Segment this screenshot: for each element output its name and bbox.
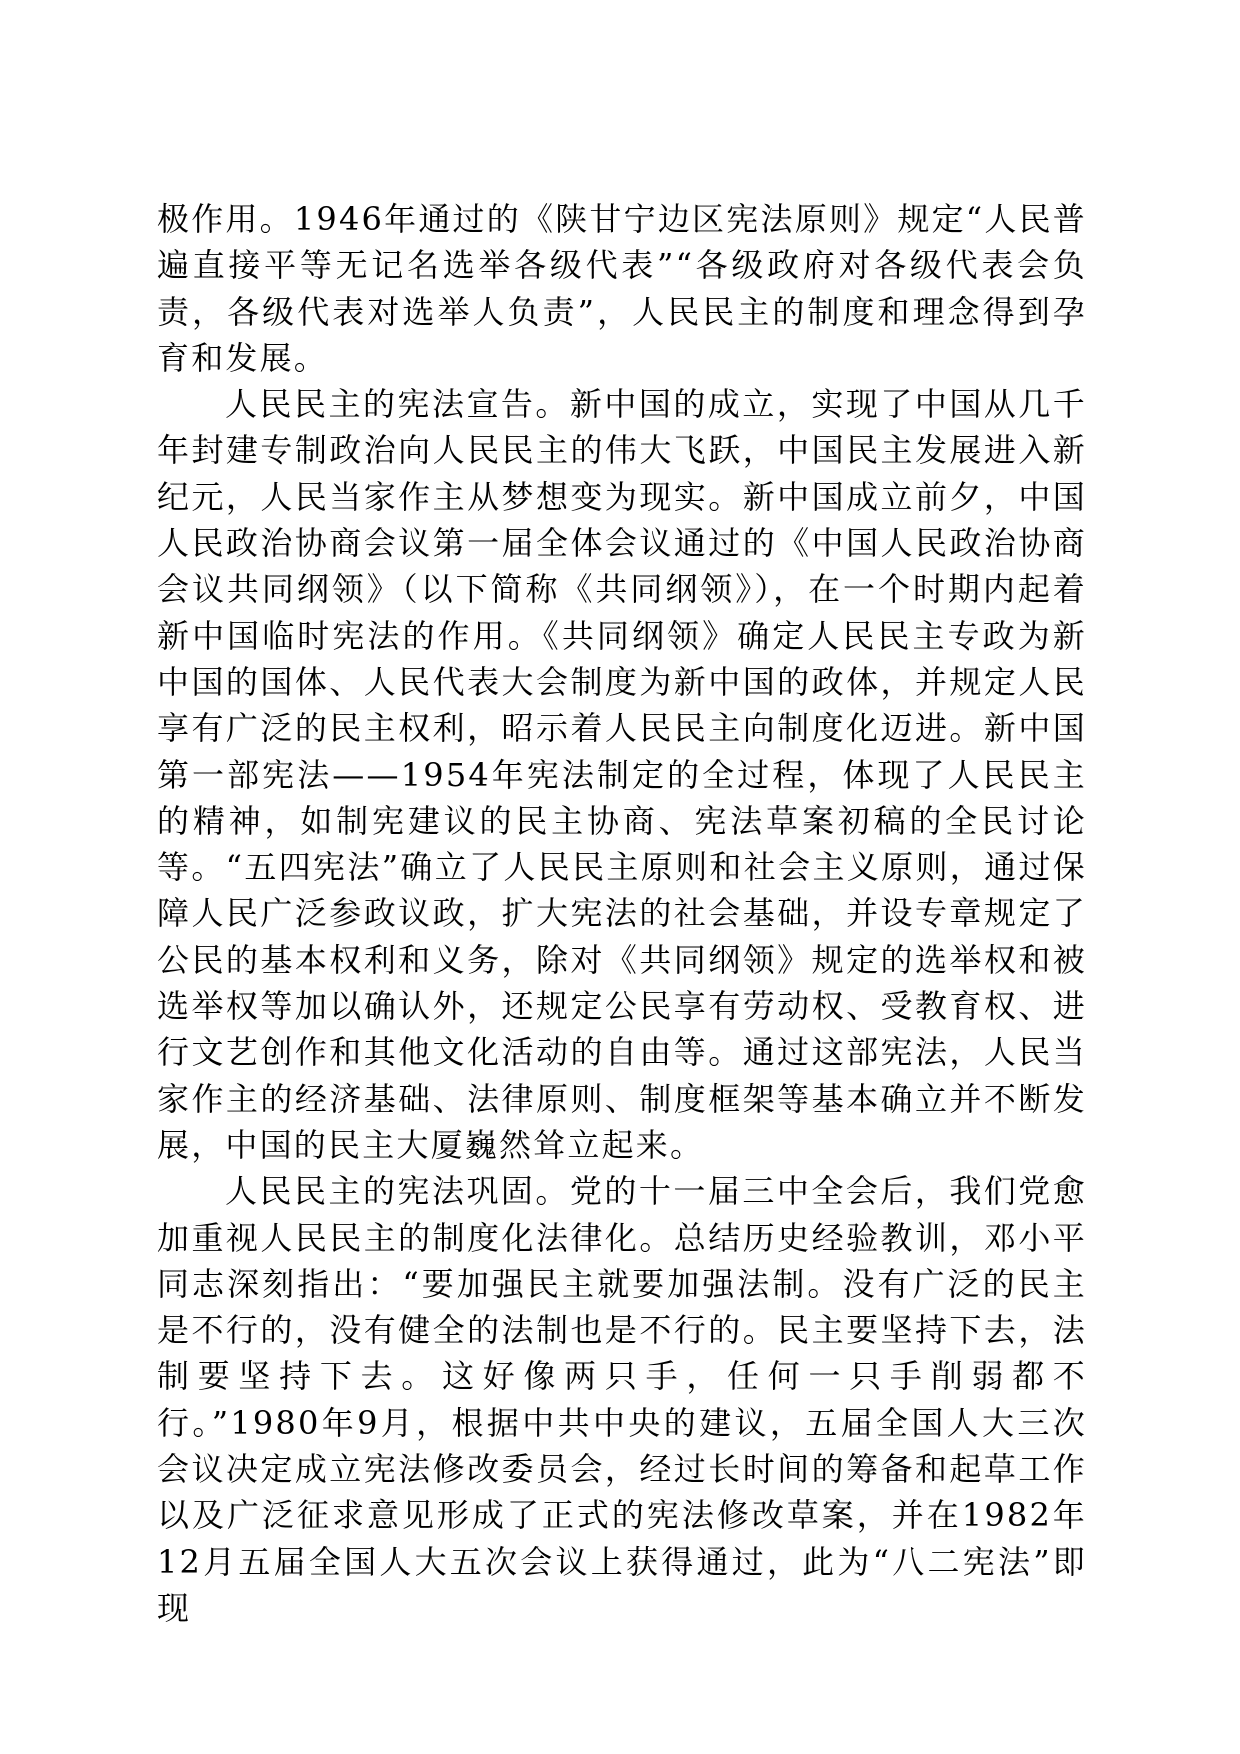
paragraph-constitutional-consolidation: 人民民主的宪法巩固。党的十一届三中全会后，我们党愈加重视人民民主的制度化法律化。总结历史经验教训，邓小平同志深刻指出：“要加强民主就要加强法制。没有广泛的民主是不行的，没有健全的法制也是不行的。民主要坚持下去，法制要坚持下去。这好像两只手，任何一只手削弱都不行。”1980年9月，根据中共中央的建议，五届全国人大三次会议决定成立宪法修改委员会，经过长时间的筹备和起草工作以及广泛征求意见形成了正式的宪法修改草案，并在1982年12月五届全国人大五次会议上获得通过，此为“八二宪法”即现 <box>157 1172 1087 1627</box>
paragraph-continuation: 极作用。1946年通过的《陕甘宁边区宪法原则》规定“人民普遍直接平等无记名选举各级代表”“各级政府对各级代表会负责，各级代表对选举人负责”，人民民主的制度和理念得到孕育和发展。 <box>157 200 1087 377</box>
body-text <box>157 196 1087 1631</box>
paragraph-constitutional-declaration: 人民民主的宪法宣告。新中国的成立，实现了中国从几千年封建专制政治向人民民主的伟大飞跃，中国民主发展进入新纪元，人民当家作主从梦想变为现实。新中国成立前夕，中国人民政治协商会议第一届全体会议通过的《中国人民政治协商会议共同纲领》（以下简称《共同纲领》），在一个时期内起着新中国临时宪法的作用。《共同纲领》确定人民民主专政为新中国的国体、人民代表大会制度为新中国的政体，并规定人民享有广泛的民主权利，昭示着人民民主向制度化迈进。新中国第一部宪法——1954年宪法制定的全过程，体现了人民民主的精神，如制宪建议的民主协商、宪法草案初稿的全民讨论等。“五四宪法”确立了人民民主原则和社会主义原则，通过保障人民广泛参政议政，扩大宪法的社会基础，并设专章规定了公民的基本权利和义务，除对《共同纲领》规定的选举权和被选举权等加以确认外，还规定公民享有劳动权、受教育权、进行文艺创作和其他文化活动的自由等。通过这部宪法，人民当家作主的经济基础、法律原则、制度框架等基本确立并不断发展，中国的民主大厦巍然耸立起来。 <box>157 385 1087 1164</box>
